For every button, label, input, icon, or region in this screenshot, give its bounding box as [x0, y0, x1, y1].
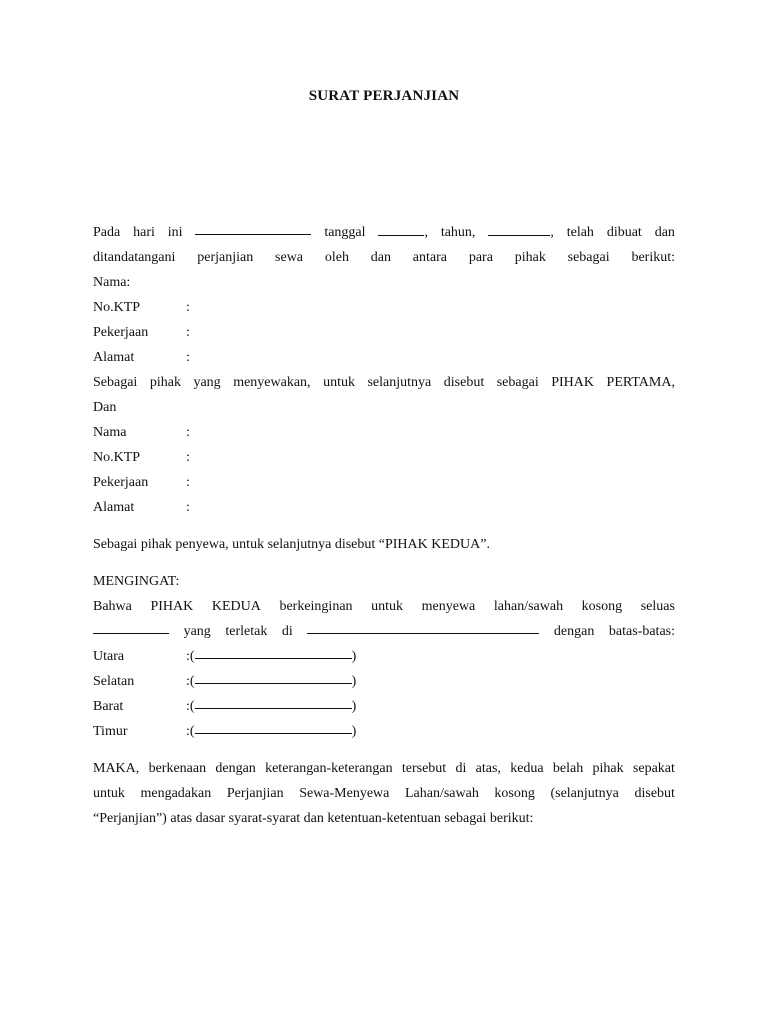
field-colon: :	[186, 500, 190, 515]
intro-line-1	[93, 220, 675, 245]
page-title: SURAT PERJANJIAN	[308, 88, 460, 104]
boundary-open: :(	[186, 699, 195, 714]
word: Sewa-Menyewa	[299, 786, 390, 801]
boundary-row-timur	[93, 719, 675, 744]
field-label: Alamat	[93, 350, 135, 365]
mengingat-line-1	[93, 594, 675, 619]
word: keterangan-keterangan	[265, 761, 393, 776]
boundary-close: )	[351, 674, 357, 689]
word: di	[455, 761, 467, 776]
date-blank	[378, 221, 424, 236]
word: disebut	[634, 786, 675, 801]
spacer	[93, 520, 675, 532]
word: dan	[370, 250, 391, 265]
word: ditandatangani	[93, 250, 176, 265]
boundary-row-barat	[93, 694, 675, 719]
field-label: Pekerjaan	[93, 325, 149, 340]
intro-line-2	[93, 245, 675, 270]
field-colon: :	[186, 425, 190, 440]
party1-nama: Nama:	[93, 275, 131, 290]
boundary-blank	[195, 644, 352, 659]
word: dibuat	[606, 225, 642, 240]
word: oleh	[324, 250, 349, 265]
party1-pekerjaan-row	[93, 320, 675, 345]
field-label: No.KTP	[93, 450, 141, 465]
word: seluas	[640, 599, 675, 614]
word: telah	[566, 225, 594, 240]
word: tahun,	[440, 225, 476, 240]
boundary-row-utara	[93, 644, 675, 669]
word: KEDUA	[211, 599, 261, 614]
word: (selanjutnya	[550, 786, 619, 801]
location-blank	[307, 619, 539, 634]
field-label: Alamat	[93, 500, 135, 515]
field-colon: :	[186, 325, 190, 340]
spacer	[93, 744, 675, 756]
word: kosong	[581, 599, 623, 614]
word: dengan	[553, 624, 595, 639]
spacer	[93, 557, 675, 569]
boundary-blank	[195, 694, 352, 709]
boundary-close: )	[351, 649, 357, 664]
boundary-blank	[195, 719, 352, 734]
party2-nama-row	[93, 420, 675, 445]
word: untuk	[93, 786, 125, 801]
boundary-label: Timur	[93, 724, 128, 739]
word: belah	[552, 761, 584, 776]
word: berkenaan	[148, 761, 207, 776]
word: MAKA,	[93, 761, 140, 776]
word: di	[281, 624, 293, 639]
party2-ktp-row	[93, 445, 675, 470]
word: batas-batas:	[608, 624, 675, 639]
year-group: ,	[488, 220, 554, 245]
boundary-row-selatan	[93, 669, 675, 694]
boundary-close: )	[351, 724, 357, 739]
word: tersebut	[401, 761, 447, 776]
boundary-open: :(	[186, 724, 195, 739]
word: atas,	[475, 761, 501, 776]
boundary-label: Selatan	[93, 674, 135, 689]
word: yang	[193, 375, 221, 390]
party1-ktp-row	[93, 295, 675, 320]
date-group: ,	[378, 220, 428, 245]
boundary-open: :(	[186, 674, 195, 689]
boundary-label: Barat	[93, 699, 124, 714]
word: tanggal	[324, 225, 366, 240]
word: lahan/sawah	[493, 599, 564, 614]
word: para	[468, 250, 493, 265]
document-body	[93, 220, 675, 831]
party2-role-line: Sebagai pihak penyewa, untuk selanjutnya disebut “PIHAK KEDUA”.	[93, 537, 490, 552]
word: perjanjian	[197, 250, 254, 265]
party2-pekerjaan-row	[93, 470, 675, 495]
word: selanjutnya	[367, 375, 432, 390]
word: kosong	[494, 786, 535, 801]
word: Bahwa	[93, 599, 132, 614]
boundary-label: Utara	[93, 649, 125, 664]
area-blank	[93, 619, 169, 634]
field-label: Pekerjaan	[93, 475, 149, 490]
party1-role-line	[93, 370, 675, 395]
word: Sebagai	[93, 375, 138, 390]
word: sebagai	[567, 250, 610, 265]
word: menyewakan,	[233, 375, 311, 390]
field-colon: :	[186, 300, 190, 315]
connector-dan: Dan	[93, 400, 117, 415]
word: PIHAK	[150, 599, 194, 614]
boundary-open: :(	[186, 649, 195, 664]
word: menyewa	[421, 599, 476, 614]
word: Pada	[93, 225, 121, 240]
word: disebut	[443, 375, 485, 390]
mengingat-line-2	[93, 619, 675, 644]
word: sewa	[275, 250, 304, 265]
party1-alamat-row	[93, 345, 675, 370]
field-colon: :	[186, 450, 190, 465]
maka-line-1	[93, 756, 675, 781]
word: pihak	[149, 375, 181, 390]
word: hari	[133, 225, 155, 240]
word: ini	[167, 225, 183, 240]
word: Lahan/sawah	[404, 786, 479, 801]
boundary-blank	[195, 669, 352, 684]
word: pihak	[514, 250, 546, 265]
word: dan	[654, 225, 675, 240]
maka-line-2	[93, 781, 675, 806]
word: dengan	[215, 761, 256, 776]
word: Perjanjian	[226, 786, 284, 801]
word: mengadakan	[140, 786, 212, 801]
word: PIHAK	[551, 375, 595, 390]
word: berikut:	[631, 250, 675, 265]
word: kedua	[510, 761, 544, 776]
field-label: Nama	[93, 425, 127, 440]
maka-line-3: “Perjanjian”) atas dasar syarat-syarat dan ketentuan-ketentuan sebagai berikut:	[93, 811, 534, 826]
boundary-close: )	[351, 699, 357, 714]
word: antara	[412, 250, 447, 265]
year-blank	[488, 221, 550, 236]
word: untuk	[371, 599, 404, 614]
word: terletak	[225, 624, 268, 639]
word: sebagai	[496, 375, 539, 390]
word: yang	[183, 624, 211, 639]
field-label: No.KTP	[93, 300, 141, 315]
field-colon: :	[186, 350, 190, 365]
field-colon: :	[186, 475, 190, 490]
word: PERTAMA,	[606, 375, 675, 390]
word: pihak	[592, 761, 624, 776]
mengingat-heading: MENGINGAT:	[93, 574, 180, 589]
day-blank	[195, 220, 311, 235]
word: untuk	[323, 375, 355, 390]
party2-alamat-row	[93, 495, 675, 520]
word: sepakat	[632, 761, 675, 776]
word: berkeinginan	[279, 599, 353, 614]
